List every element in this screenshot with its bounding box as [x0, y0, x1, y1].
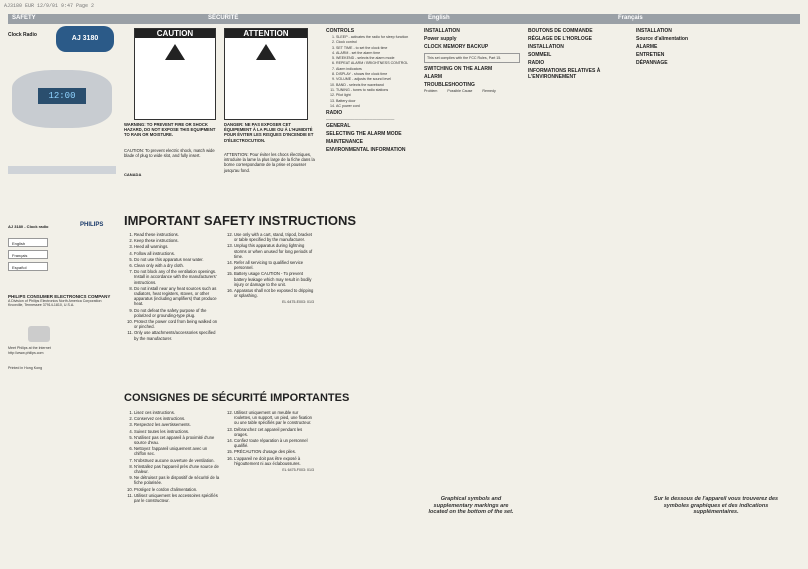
radio-text: ――――――――――――――――――― — [326, 117, 395, 122]
printed-in: Printed in Hong Kong — [8, 366, 43, 370]
safety-item: 10. Protect the power cord from being walked on or pinched. — [134, 319, 220, 329]
safety-item: 11. Only use attachments/accessories specified by the manufacturer. — [134, 330, 220, 340]
fr-sleep-title: SOMMEIL — [528, 52, 552, 58]
controls-column — [326, 26, 418, 556]
product-id: AJ 3180 - Clock radio — [8, 224, 49, 229]
bar-securite: SÉCURITÉ — [208, 15, 239, 21]
lang-english[interactable]: English — [8, 238, 48, 247]
fr-setting-title: RÉGLAGE DE L'HORLOGE — [528, 36, 592, 42]
warning-triangle-icon-fr — [256, 44, 276, 60]
canada-label: CANADA — [124, 172, 142, 177]
consigne-item: 16. L'appareil ne doit pas être exposé à l'égouttement ni aux éclaboussures. — [234, 456, 314, 466]
clock-radio-image — [12, 70, 112, 128]
consigne-item: 2. Conservez ces instructions. — [134, 416, 220, 421]
caution-box — [134, 28, 216, 120]
fr-symbols-note: Sur le dessous de l'appareil vous trouverez des symboles graphiques et des indications supplémentaires. — [653, 496, 779, 515]
consigne-item: 6. Nettoyez l'appareil uniquement avec un chiffon sec. — [134, 446, 220, 456]
control-item: 11. TUNING - tunes to radio stations — [336, 88, 418, 92]
model-badge: AJ 3180 — [56, 26, 114, 52]
bar-safety: SAFETY — [12, 15, 36, 21]
fcc-note: This set complies with the FCC Rules, Part 15. — [424, 53, 520, 63]
lang-espanol[interactable]: Español — [8, 262, 48, 271]
caution-text: CAUTION: To prevent electric shock, match wide blade of plug to wide slot, and fully insert. — [124, 148, 215, 159]
consigne-item: 14. Confiez toute réparation à un personnel qualifié. — [234, 438, 314, 448]
general-title: GENERAL — [326, 123, 351, 130]
lang-francais[interactable]: Français — [8, 250, 48, 259]
consigne-item: 1. Lisez ces instructions. — [134, 410, 220, 415]
consigne-item: 5. N'utilisez pas cet appareil à proximité d'une source d'eau. — [134, 435, 220, 445]
safety-item: 3. Heed all warnings. — [134, 244, 220, 249]
safety-item: 6. Clean only with a dry cloth. — [134, 263, 220, 268]
safety-item: 1. Read these instructions. — [134, 232, 220, 237]
control-item: 10. BAND - selects the waveband — [336, 83, 418, 87]
control-item: 9. VOLUME - adjusts the sound level — [336, 77, 418, 81]
fr-alarm-title: ALARME — [636, 44, 658, 50]
control-item: 3. SET TIME - to set the clock time — [336, 46, 418, 50]
fr-controls-title: BOUTONS DE COMMANDE — [528, 28, 593, 34]
safety-item: 12. Use only with a cart, stand, tripod, bracket or table specified by the manufacturer. — [234, 232, 314, 242]
safety-list-left — [124, 232, 220, 342]
internet-line: Meet Philips at the Internet — [8, 346, 51, 350]
fr-depannage-title: DÉPANNAGE — [636, 60, 668, 66]
trouble-title: TROUBLESHOOTING — [424, 82, 475, 89]
trouble-headers — [424, 89, 520, 93]
safety-title — [124, 213, 357, 228]
consigne-item: 13. Débranchez cet appareil pendant les orages. — [234, 427, 314, 437]
fr-installation-column — [636, 26, 796, 556]
company-name: PHILIPS CONSUMER ELECTRONICS COMPANY — [8, 294, 111, 299]
consigne-item: 8. N'installez pas l'appareil près d'une source de chaleur. — [134, 464, 220, 474]
consigne-item: 10. Protégez le cordon d'alimentation. — [134, 487, 220, 492]
safety-item: 4. Follow all instructions. — [134, 251, 220, 256]
lcd-display: 12:00 — [38, 88, 86, 104]
consignes-items-right — [224, 410, 314, 466]
safety-item: 15. Battery usage CAUTION - To prevent battery leakage which may result in bodily injury or damage to the unit. — [234, 271, 314, 287]
attention-title: ATTENTION — [225, 29, 307, 38]
file-header: AJ3180 EUR 12/9/01 9:47 Page 2 — [4, 3, 95, 9]
fr-controls-column — [528, 26, 626, 556]
code-fr: EL 6475-F003: 01/3 — [282, 468, 314, 473]
fr-power-title: Source d'alimentation — [636, 36, 689, 42]
control-item: 5. WEEKEND - selects the alarm mode — [336, 56, 418, 60]
safety-item: 5. Do not use this apparatus near water. — [134, 257, 220, 262]
fr-env-title: INFORMATIONS RELATIVES À L'ENVIRONNEMENT — [528, 68, 601, 80]
safety-item: 16. Apparatus shall not be exposed to dripping or splashing. — [234, 288, 314, 298]
warning-triangle-icon — [165, 44, 185, 60]
safety-heading: IMPORTANT SAFETY INSTRUCTIONS — [124, 213, 357, 228]
control-item: 2. Clock control — [336, 40, 418, 44]
section-bar — [8, 14, 800, 24]
consignes-list-left — [124, 410, 220, 504]
selecting-title: SELECTING THE ALARM MODE — [326, 131, 402, 138]
problem-header: Problem — [424, 89, 438, 94]
fr-install2-title: INSTALLATION — [636, 28, 672, 34]
safety-item: 2. Keep these instructions. — [134, 238, 220, 243]
maintenance-title: MAINTENANCE — [326, 139, 363, 146]
radio-title: RADIO — [326, 110, 343, 117]
consignes-heading: CONSIGNES DE SÉCURITÉ IMPORTANTES — [124, 392, 350, 404]
consigne-item: 9. Ne détruisez pas le dispositif de sécurité de la fiche polarisée. — [134, 475, 220, 485]
attention-box — [224, 28, 308, 120]
code-en: EL 6475-E003: 01/3 — [282, 300, 314, 305]
consigne-item: 12. Utilisez uniquement un meuble sur roulettes, un support, un pied, une fixation ou une table spécifiés par le constructeur. — [234, 410, 314, 426]
consigne-item: 4. Suivez toutes les instructions. — [134, 429, 220, 434]
consigne-item: 15. PRÉCAUTION d'usage des piles. — [234, 449, 314, 454]
control-item: 8. DISPLAY - shows the clock time — [336, 72, 418, 76]
philips-logo: PHILIPS — [80, 222, 104, 228]
symbols-note: Graphical symbols and supplementary markings are located on the bottom of the set. — [428, 496, 514, 515]
controls-list — [326, 35, 418, 108]
backup-title: CLOCK MEMORY BACKUP — [424, 44, 489, 50]
bar-francais: Français — [618, 15, 643, 21]
control-item: 12. Pilot light — [336, 93, 418, 97]
consignes-list-right — [224, 410, 314, 472]
safety-item: 14. Refer all servicing to qualified service personnel. — [234, 260, 314, 270]
company-sub: A Division of Philips Electronics North America Corporation — [8, 299, 102, 303]
safety-item: 13. Unplug this apparatus during lightning storms or when unused for long periods of time. — [234, 243, 314, 259]
fr-install-title: INSTALLATION — [528, 44, 564, 50]
safety-item: 9. Do not defeat the safety purpose of the polarized or grounding-type plug. — [134, 308, 220, 318]
safety-item: 8. Do not install near any heat sources such as radiators, heat registers, stoves, or other apparatus (including amplifiers) that produce heat. — [134, 286, 220, 307]
safety-items-left — [124, 232, 220, 341]
fr-entretien-title: ENTRETIEN — [636, 52, 665, 58]
url: http://www.philips.com — [8, 351, 44, 355]
warning-text: WARNING: TO PREVENT FIRE OR SHOCK HAZARD, DO NOT EXPOSE THIS EQUIPMENT TO RAIN OR MOISTURE. — [124, 122, 216, 138]
bar-english: English — [428, 15, 450, 21]
consigne-item: 3. Respectez les avertissements. — [134, 422, 220, 427]
consignes-items-left — [124, 410, 220, 503]
recycle-icon — [28, 326, 50, 342]
control-item: 7. Alarm indicators — [336, 67, 418, 71]
env-title: ENVIRONMENTAL INFORMATION — [326, 147, 406, 154]
controls-title: CONTROLS — [326, 28, 355, 34]
control-item: 14. AC power cord — [336, 104, 418, 108]
control-item: 1. SLEEP - activates the radio for sleep function — [336, 35, 418, 39]
fr-radio-title: RADIO — [528, 60, 545, 66]
consigne-item: 11. Utilisez uniquement les accessoires spécifiés par le constructeur. — [134, 493, 220, 503]
control-item: 6. REPEAT ALARM / BRIGHTNESS CONTROL — [336, 61, 418, 65]
install-title: INSTALLATION — [424, 28, 460, 34]
safety-items-right — [224, 232, 314, 298]
remedy-header: Remedy — [482, 89, 496, 94]
alarm-title: ALARM — [424, 74, 443, 81]
cause-header: Possible Cause — [447, 89, 473, 94]
divider — [8, 166, 116, 174]
danger-text: DANGER: NE PAS EXPOSER CET ÉQUIPEMENT À LA PLUIE OU À L'HUMIDITÉ POUR ÉVITER LES RISQUES D'INCENDIE ET D'ÉLECTROCUTION. — [224, 122, 314, 143]
safety-item: 7. Do not block any of the ventilation openings. Install in accordance with the manufacturers' instructions. — [134, 269, 220, 285]
cover-column — [8, 26, 118, 556]
control-item: 13. Battery door — [336, 99, 418, 103]
attention-text: ATTENTION: Pour éviter les chocs électriques, introduire la lame la plus large de la fiche dans la borne correspondante de la prise et pousser jusqu'au fond. — [224, 152, 315, 173]
safety-list-right — [224, 232, 314, 305]
company-address: Knoxville, Tennessee 37914-1810, U.S.A. — [8, 303, 75, 308]
caution-title: CAUTION — [135, 29, 215, 38]
installation-column — [424, 26, 520, 556]
switching-title: SWITCHING ON THE ALARM — [424, 66, 493, 73]
consignes-title — [124, 392, 350, 404]
clock-radio-label: Clock Radio — [8, 32, 37, 38]
power-title: Power supply — [424, 36, 457, 42]
consigne-item: 7. N'obstruez aucune ouverture de ventilation. — [134, 458, 220, 463]
control-item: 4. ALARM - set the alarm time — [336, 51, 418, 55]
